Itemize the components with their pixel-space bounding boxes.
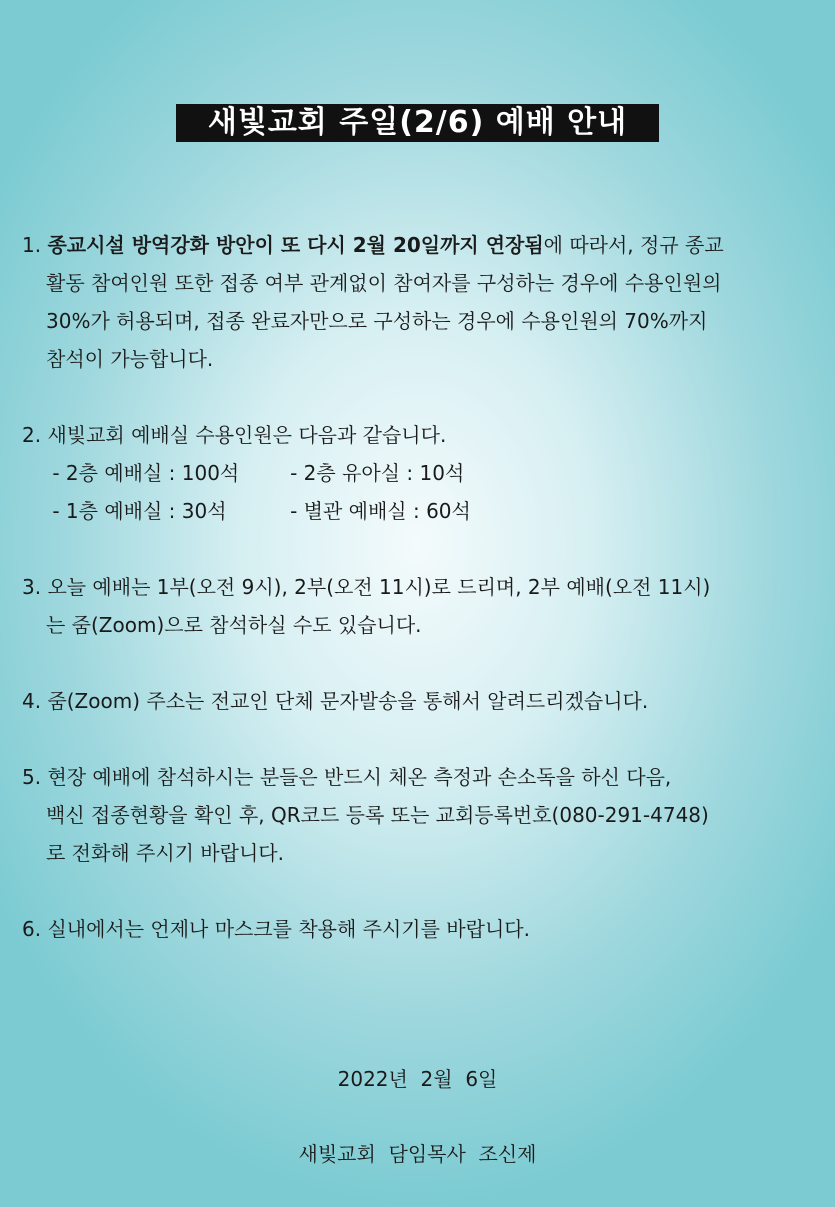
line-text: 3. 오늘 예배는 1부(오전 9시), 2부(오전 11시)로 드리며, 2부 예배(오전 11시) <box>22 575 711 599</box>
notice-item-4 <box>22 682 827 720</box>
item-spacer <box>22 530 827 568</box>
item-spacer <box>22 378 827 416</box>
line-text: 백신 접종현황을 확인 후, QR코드 등록 또는 교회등록번호(080-291-4748) <box>46 803 709 827</box>
notice-line <box>22 302 827 340</box>
line-text: - 2층 예배실 : 100석 - 2층 유아실 : 10석 <box>46 461 465 485</box>
line-text: 2. 새빛교회 예배실 수용인원은 다음과 같습니다. <box>22 423 447 447</box>
notice-line <box>22 834 827 872</box>
notice-line <box>22 606 827 644</box>
notice-item-2 <box>22 416 827 530</box>
line-text: 로 전화해 주시기 바랍니다. <box>46 841 284 865</box>
title-container <box>0 104 835 142</box>
notice-date: 2022년 2월 6일 <box>337 1067 498 1091</box>
line-text: 활동 참여인원 또한 접종 여부 관계없이 참여자를 구성하는 경우에 수용인원의 <box>46 271 722 295</box>
notice-item-6 <box>22 910 827 948</box>
line-text: 4. 줌(Zoom) 주소는 전교인 단체 문자발송을 통해서 알려드리겠습니다. <box>22 689 649 713</box>
notice-line <box>22 454 827 492</box>
item-spacer <box>22 872 827 910</box>
notice-line <box>22 796 827 834</box>
notice-line <box>22 492 827 530</box>
notice-line <box>22 568 827 606</box>
notice-item-1 <box>22 226 827 378</box>
line-text: 1. <box>22 233 48 257</box>
line-text: 5. 현장 예배에 참석하시는 분들은 반드시 체온 측정과 손소독을 하신 다음, <box>22 765 672 789</box>
notice-line <box>22 264 827 302</box>
notice-line <box>22 758 827 796</box>
notice-line <box>22 682 827 720</box>
line-text: 6. 실내에서는 언제나 마스크를 착용해 주시기를 바랍니다. <box>22 917 530 941</box>
notice-item-5 <box>22 758 827 872</box>
item-spacer <box>22 720 827 758</box>
line-text: 30%가 허용되며, 접종 완료자만으로 구성하는 경우에 수용인원의 70%까지 <box>46 309 708 333</box>
notice-line <box>22 226 827 264</box>
notice-line <box>22 340 827 378</box>
notice-line <box>22 416 827 454</box>
line-text: 참석이 가능합니다. <box>46 347 214 371</box>
item-spacer <box>22 644 827 682</box>
line-text: - 1층 예배실 : 30석 - 별관 예배실 : 60석 <box>46 499 471 523</box>
notice-line <box>22 910 827 948</box>
notice-body <box>22 226 827 948</box>
notice-item-3 <box>22 568 827 644</box>
line-text: 는 줌(Zoom)으로 참석하실 수도 있습니다. <box>46 613 422 637</box>
line-text: 에 따라서, 정규 종교 <box>543 233 724 257</box>
line-emphasis: 종교시설 방역강화 방안이 또 다시 2월 20일까지 연장됨 <box>47 233 544 257</box>
page-title: 새빛교회 주일(2/6) 예배 안내 <box>176 104 658 142</box>
notice-signature: 새빛교회 담임목사 조신제 <box>298 1142 537 1166</box>
